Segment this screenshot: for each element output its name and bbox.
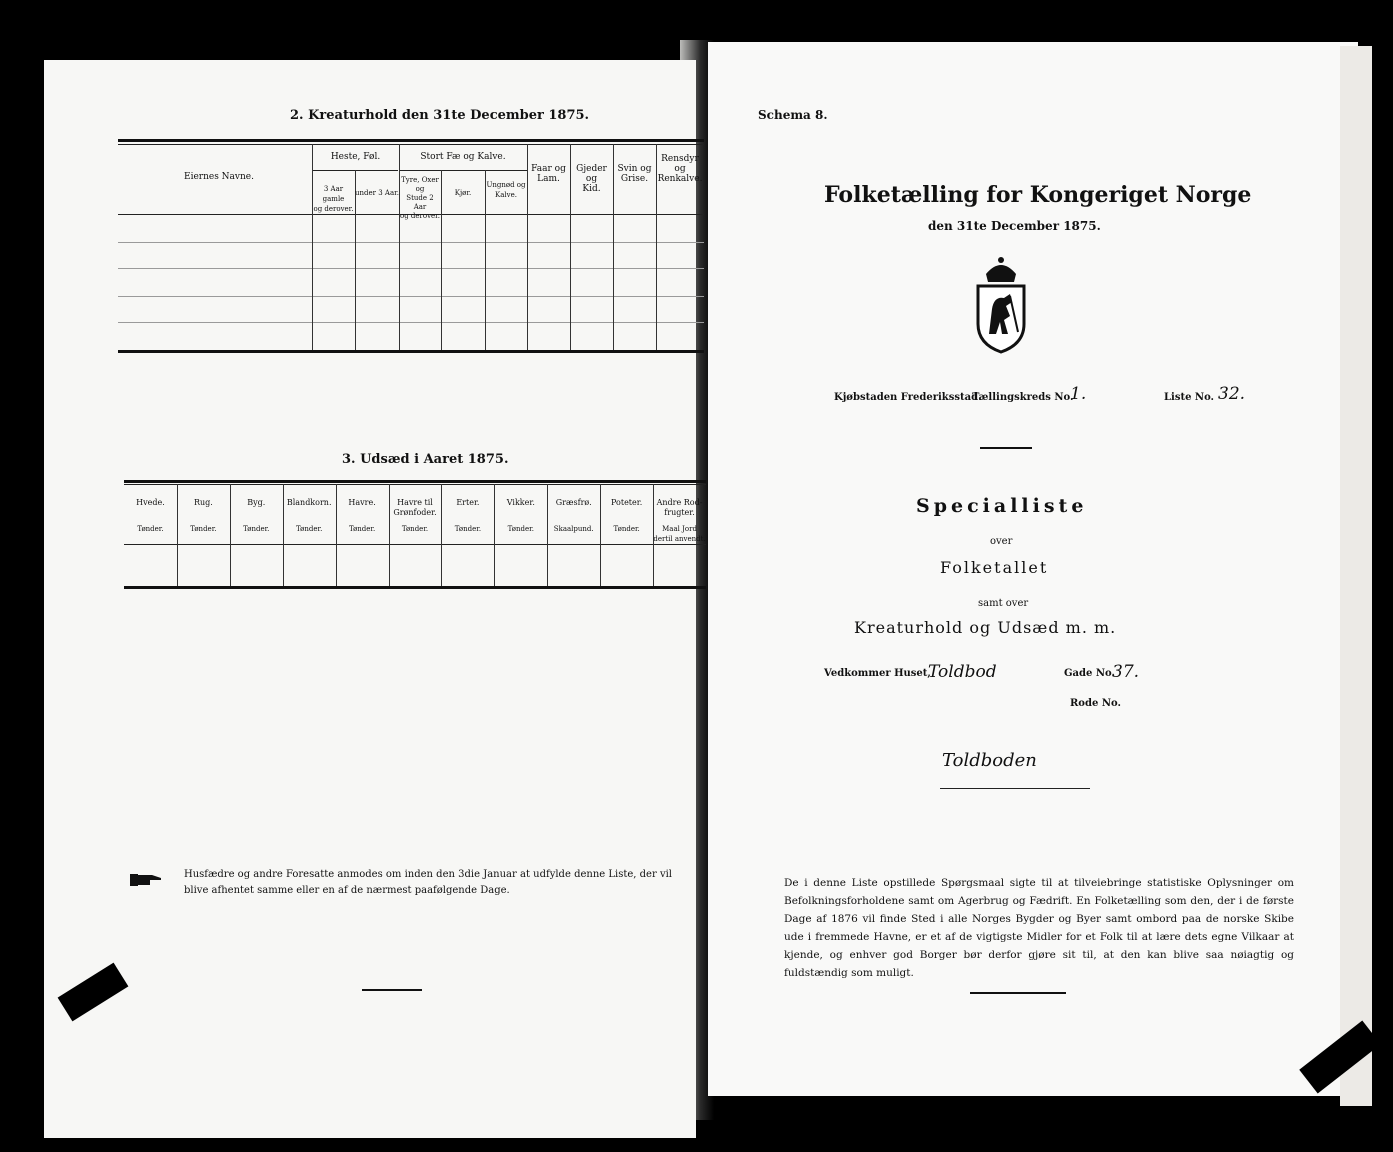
udsaed-col-name: Hvede. [136,498,165,507]
udsaed-col-unit: Tønder. [348,525,376,533]
table2-col-line [399,144,400,350]
samt-over-label: samt over [978,598,1029,609]
gade-value: 37. [1112,662,1140,682]
udsaed-col-unit: Tønder. [190,525,217,533]
col-group-cattle: Stort Fæ og Kalve. [420,152,506,162]
udsaed-col-name: Havre. [348,498,376,507]
udsaed-col-unit: Tønder. [137,525,164,533]
owner-name: Toldboden [942,750,1037,771]
section3-title: 3. Udsæd i Aaret 1875. [342,452,509,467]
rode-label: Rode No. [1070,698,1121,709]
bottom-rule [970,992,1066,994]
col-group-horses: Heste, Føl. [330,152,381,162]
coat-of-arms-icon [974,254,1028,354]
kreds-label: Tællingskreds No. [972,392,1074,403]
liste-label: Liste No. [1164,392,1215,403]
schema-label: Schema 8. [758,108,828,122]
udsaed-col-name: Havre til Grønfoder. [393,498,437,517]
udsaed-col-unit: Tønder. [401,525,429,533]
table3-bottom-rule [124,586,706,589]
col-horses-under-3: under 3 Aar. [355,189,399,197]
col-reindeer: Rensdyr og Renkalve. [657,154,703,184]
udsaed-col-name: Rug. [193,498,213,507]
liste-value: 32. [1218,384,1246,404]
col-cattle-cows: Kjør. [454,189,472,197]
table2-col-line [312,144,313,350]
udsaed-col-name: Vikker. [506,498,535,507]
col-cattle-bulls: Tyre, Oxer og Stude 2 Aar og derover. [399,176,440,220]
udsaed-col-unit: Tønder. [454,525,482,533]
divider [980,447,1032,449]
table2-row-rule [118,296,704,297]
explanation-paragraph: De i denne Liste opstillede Spørgsmaal sigte til at tilveiebringe statistiske Oplysninger om Befolkningsforholdene samt om Agerbrug og Fædrift. En Folketælling som den, der i de første Dage af 1876 vil finde Sted i alle Norges Bygder og Byer samt ombord paa de norske Skibe ude i fremmede Havne, er et af de vigtigste Midler for et Folk til at lære dets egne Vilkaar at kjende, og enhver god Borger bør derfor gjøre sit til, at den kan blive saa nøiagtig og fuldstændig som muligt. [784,877,1294,979]
udsaed-col-name: Erter. [456,498,480,507]
notice-text: Husfædre og andre Foresatte anmodes om inden den 3die Januar at udfylde denne Liste, der vil blive afhentet samme eller en af de nærmest paafølgende Dage. [184,869,672,896]
udsaed-col-name: Poteter. [610,498,643,507]
cattle-subheader-rule [399,170,527,171]
right-page [708,42,1358,1096]
census-date: den 31te December 1875. [928,219,1101,233]
specialliste-title: Specialliste [916,495,1088,517]
table2-top-rule-2 [118,144,704,145]
table2-row-rule [118,322,704,323]
udsaed-col-unit: Tønder. [243,525,270,533]
udsaed-col-name: Blandkorn. [286,498,332,507]
col-horses-3-years-plus: 3 Aar gamle og derover. [313,185,354,213]
table2-top-rule [118,139,704,142]
left-page [44,60,706,1138]
kjobstad-label: Kjøbstaden Frederiksstad. [834,392,982,403]
udsaed-col-name: Græsfrø. [555,498,592,507]
col-cattle-young: Ungnød og Kalve. [486,181,526,199]
udsaed-col-name: Andre Rod- frugter. [656,498,703,517]
udsaed-col-unit: Tønder. [613,525,640,533]
gade-label: Gade No. [1064,668,1115,679]
over-label: over [990,536,1013,547]
table2-row-rule [118,268,704,269]
vedkommer-label: Vedkommer Huset, [824,668,931,679]
kreds-value: 1. [1070,384,1087,404]
col-goats: Gjeder og Kid. [576,164,607,194]
udsaed-col-unit: Maal Jord dertil anvendt. [653,525,706,543]
col-sheep: Faar og Lam. [531,164,566,184]
street-name: Toldbod [928,662,997,682]
udsaed-col-name: Byg. [247,498,266,507]
col-pigs: Svin og Grise. [617,164,652,184]
udsaed-col-unit: Tønder. [507,525,534,533]
table3-top-rule [124,480,706,483]
main-title: Folketælling for Kongeriget Norge [824,182,1252,208]
udsaed-col-unit: Tønder. [296,525,323,533]
kreaturhold-title: Kreaturhold og Udsæd m. m. [854,618,1117,637]
table2-row-rule [118,242,704,243]
page-edge-stack [1340,46,1372,1106]
udsaed-col-unit: Skaalpund. [553,525,594,533]
pointing-hand-icon [130,872,162,888]
owner-underline [940,788,1090,789]
udsaed-table [124,484,706,586]
bottom-rule [362,989,422,991]
col-owner-names: Eiernes Navne. [184,172,254,182]
table2-bottom-rule [118,350,704,353]
folketallet-title: Folketallet [940,558,1049,577]
section2-title: 2. Kreaturhold den 31te December 1875. [290,108,590,123]
